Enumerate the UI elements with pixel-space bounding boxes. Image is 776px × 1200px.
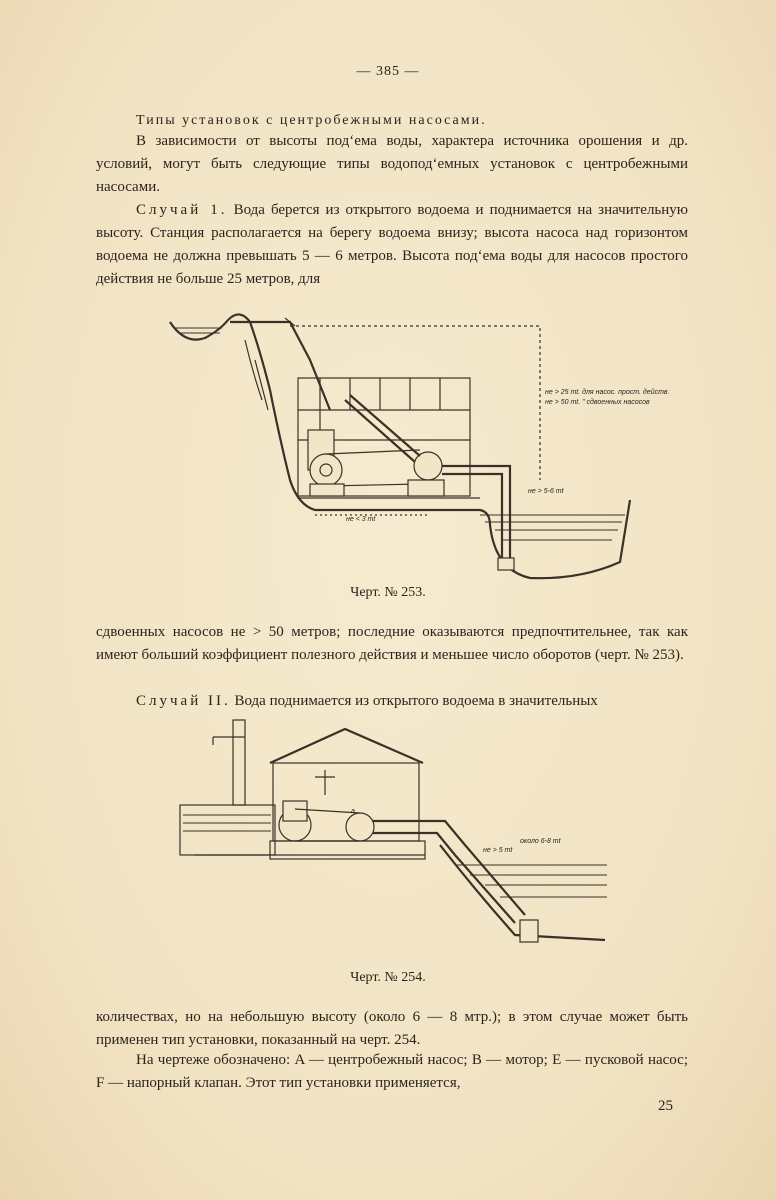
legend-paragraph	[96, 1049, 688, 1095]
case2-paragraph	[96, 690, 688, 713]
fig254-label-height: около 6-8 mt	[520, 838, 561, 845]
intro-text: В зависимости от высоты под‘ема воды, характера источника орошения и др. условий, могут быть следующие типы водопод‘емных установок с центробежными насосами.	[96, 133, 688, 195]
case2-label: Случай II.	[136, 693, 231, 709]
fig253-label-height2: не > 50 mt. " сдвоенных насосов	[545, 399, 650, 406]
case2-text: Вода поднимается из открытого водоема в значительных	[234, 693, 598, 709]
section-heading: Типы установок с центробежными насосами.	[136, 113, 487, 128]
figure-254-drawing	[175, 715, 615, 960]
figure-253-drawing	[150, 300, 670, 585]
fig254-label-a: a	[351, 808, 355, 815]
case1-text: Вода берется из открытого водоема и поднимается на значительную высоту. Станция располагается на берегу водоема внизу; высота насоса над горизонтом водоема не должна превышать 5 — 6 метров. Высота под‘ема воды для насосов простого действия не больше 25 метров, для	[96, 202, 688, 287]
paragraph-after-fig254	[96, 1006, 688, 1052]
paragraph-after-fig253-text: сдвоенных насосов не > 50 метров; последние оказываются предпочтительнее, так как имеют больший коэффициент полезного действия и меньшее число оборотов (черт. № 253).	[96, 624, 688, 663]
fig254-label-pump: не > 5 mt	[483, 847, 513, 854]
figure-253-caption: Черт. № 253.	[350, 585, 426, 600]
case1-paragraph	[96, 199, 688, 291]
legend-paragraph-text: На чертеже обозначено: A — центробежный насос; B — мотор; E — пусковой насос; F — напорный клапан. Этот тип установки применяется,	[96, 1052, 688, 1091]
fig253-label-pump: не > 5-6 mt	[528, 488, 564, 495]
paragraph-after-fig254-text: количествах, но на небольшую высоту (около 6 — 8 мтр.); в этом случае может быть применен тип установки, показанный на черт. 254.	[96, 1009, 688, 1048]
intro-paragraph	[96, 130, 688, 199]
fig253-label-distance: не < 3 mt	[346, 516, 376, 523]
page-header: — 385 —	[356, 64, 420, 79]
paragraph-after-fig253	[96, 621, 688, 667]
figure-254-caption: Черт. № 254.	[350, 970, 426, 985]
fig253-label-height: не > 25 mt. для насос. прост. действ.	[545, 389, 670, 396]
case1-label: Случай 1.	[136, 202, 228, 218]
page-number: 25	[658, 1098, 673, 1114]
